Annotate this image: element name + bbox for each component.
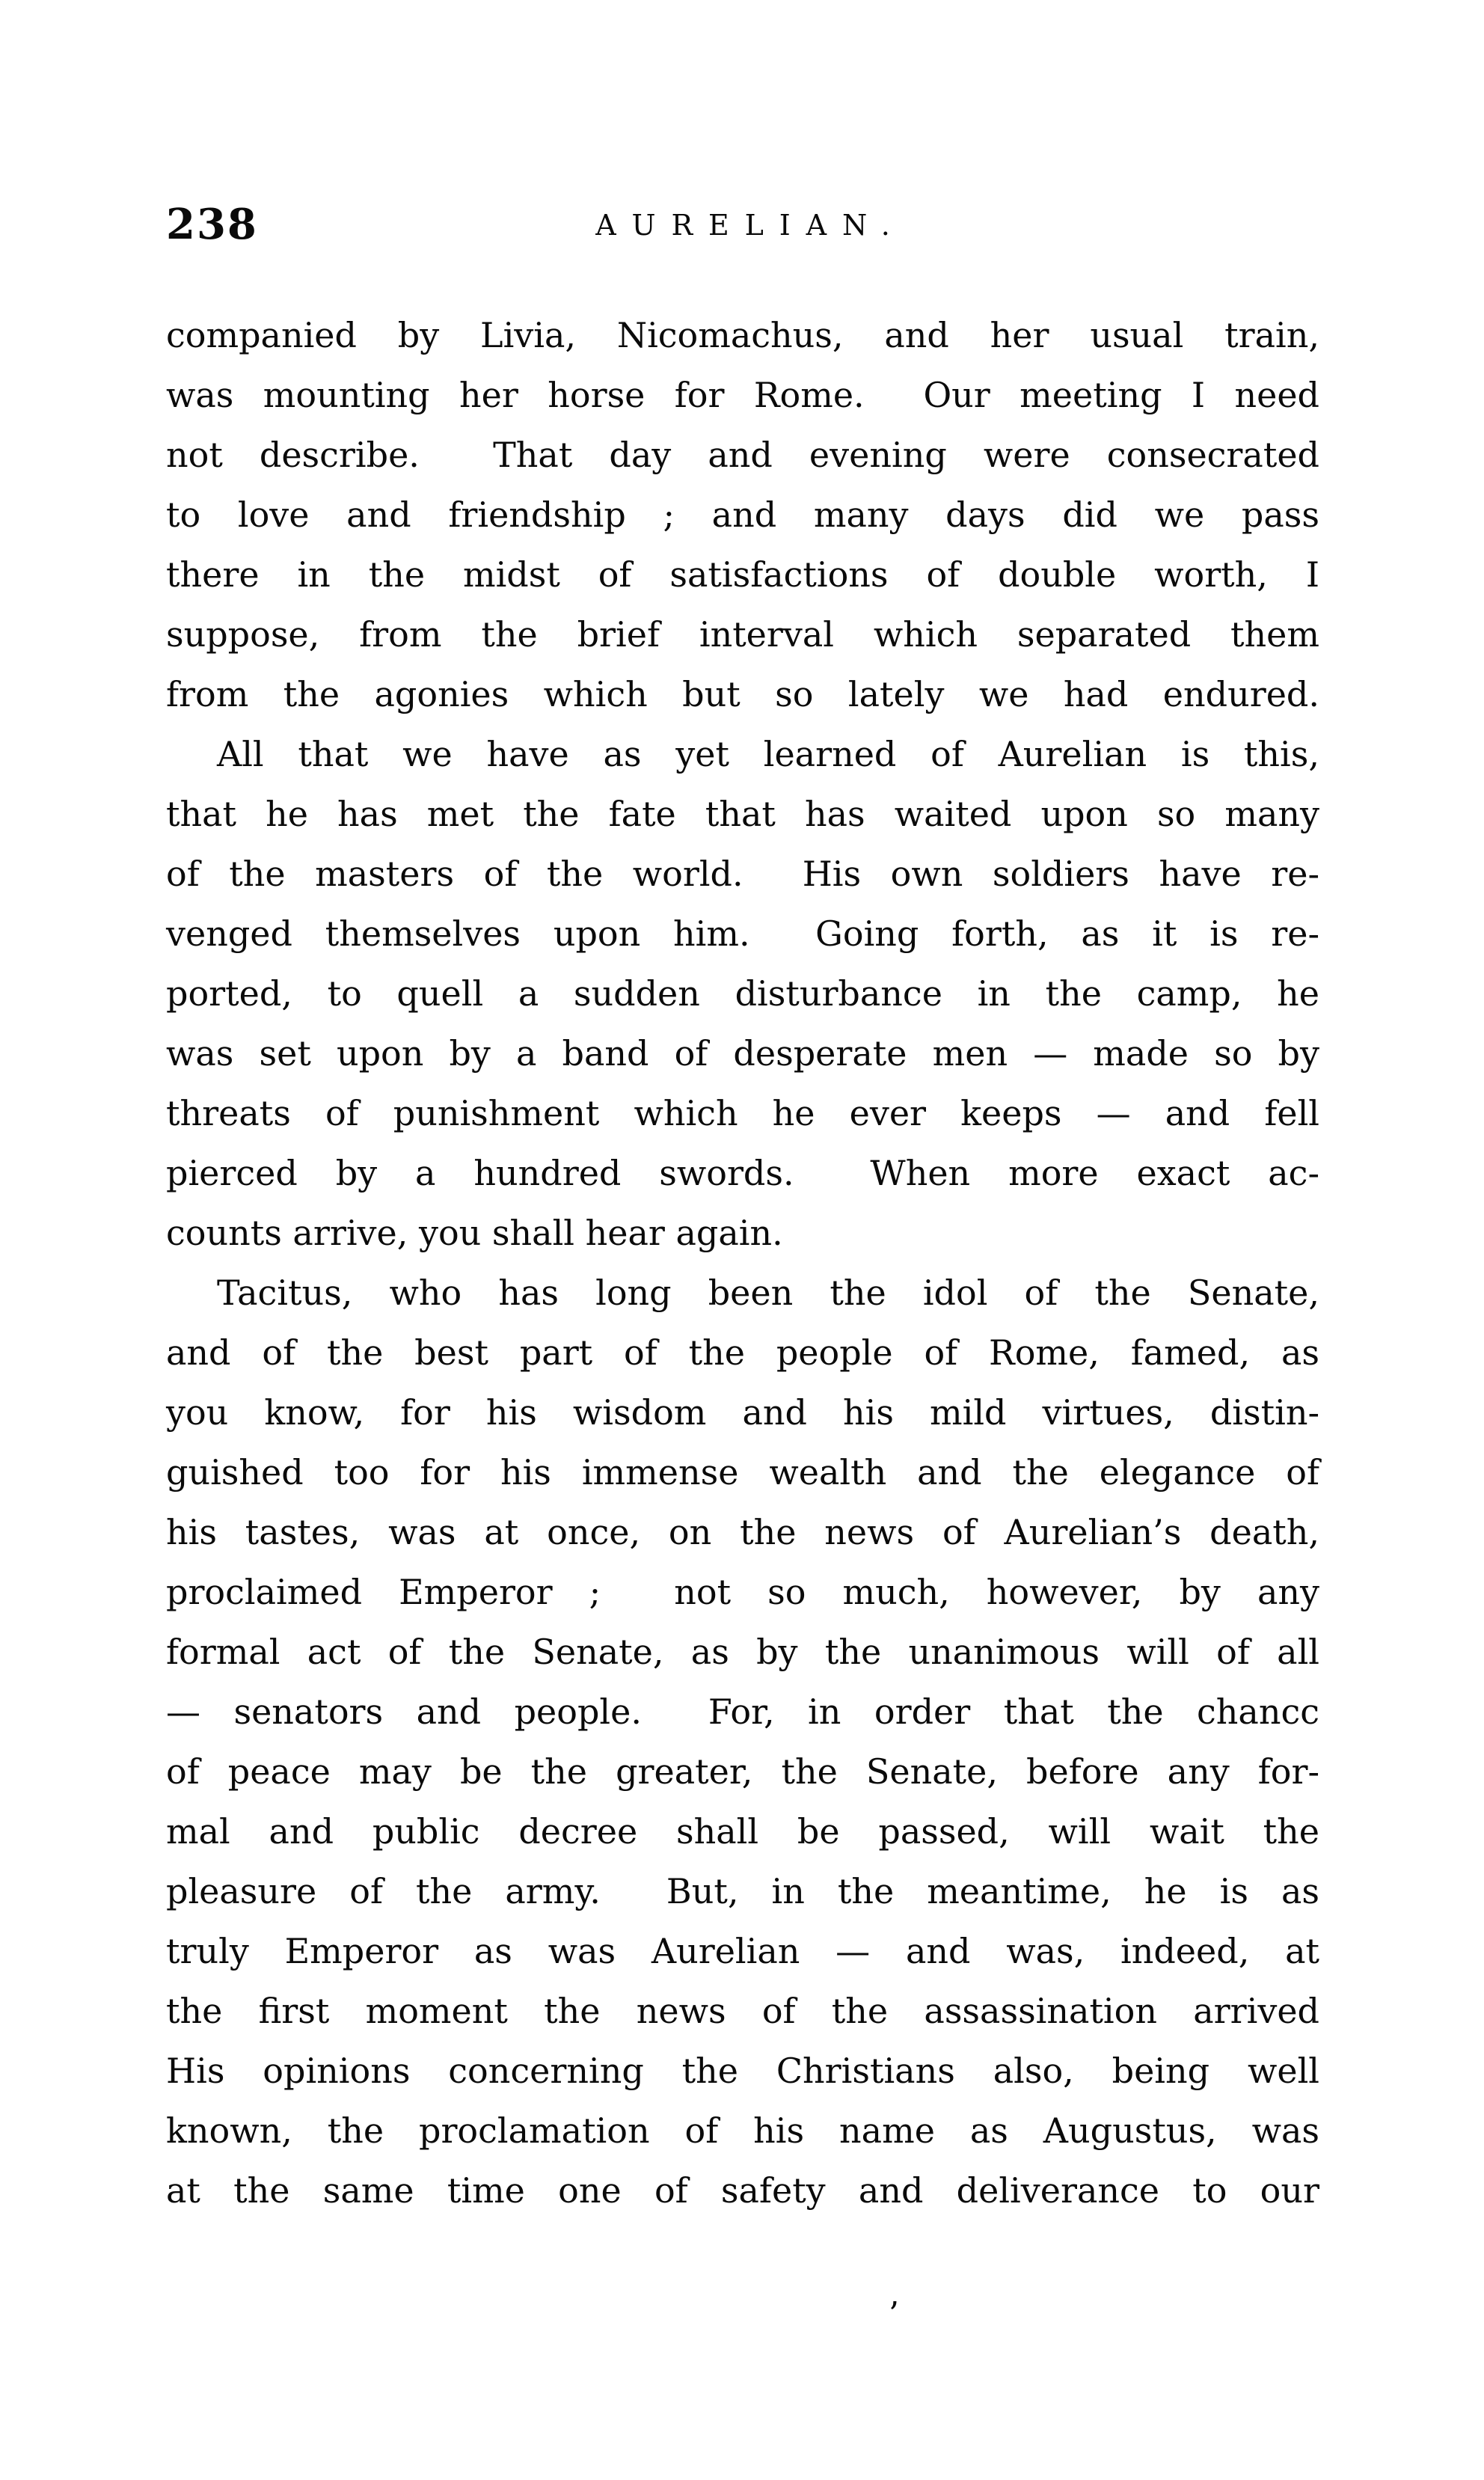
text-line: pleasure of the army. But, in the meantime, he is as [166,1871,1319,1911]
text-line: was mounting her horse for Rome. Our meeting I need [166,375,1319,415]
text-line: that he has met the fate that has waited upon so many [166,794,1319,834]
paragraph [166,724,1319,1263]
text-line: suppose, from the brief interval which separated them [166,614,1319,655]
text-line: known, the proclamation of his name as Augustus, was [166,2110,1319,2151]
text-line: counts arrive, you shall hear again. [166,1213,783,1253]
text-line: of the masters of the world. His own soldiers have re- [166,854,1319,894]
text-line: and of the best part of the people of Rome, famed, as [166,1332,1319,1373]
stray-ink-mark: ’ [889,2295,899,2333]
text-line: — senators and people. For, in order that the chancc [166,1691,1319,1732]
text-line: you know, for his wisdom and his mild virtues, distin- [166,1392,1319,1433]
text-line: pierced by a hundred swords. When more exact ac- [166,1153,1319,1193]
text-line: formal act of the Senate, as by the unanimous will of all [166,1632,1319,1672]
text-line: not describe. That day and evening were consecrated [166,435,1319,475]
text-line: companied by Livia, Nicomachus, and her usual train, [166,315,1319,355]
page-header [166,200,1319,263]
text-line: venged themselves upon him. Going forth, as it is re- [166,913,1319,954]
text-line: his tastes, was at once, on the news of Aurelian’s death, [166,1512,1319,1552]
text-line: of peace may be the greater, the Senate, before any for- [166,1751,1319,1792]
text-line: threats of punishment which he ever keeps — and fell [166,1093,1319,1133]
body-text [166,305,1319,2220]
paragraph [166,305,1319,724]
text-line: to love and friendship ; and many days did we pass [166,495,1319,535]
text-line: from the agonies which but so lately we had endured. [166,674,1319,714]
text-line: ported, to quell a sudden disturbance in the camp, he [166,973,1319,1014]
text-line: proclaimed Emperor ; not so much, however, by any [166,1572,1319,1612]
running-header-title: AURELIAN. [595,209,906,242]
text-line: His opinions concerning the Christians also, being well [166,2051,1319,2091]
text-line: the first moment the news of the assassination arrived [166,1991,1319,2031]
text-line: there in the midst of satisfactions of double worth, I [166,554,1319,595]
text-line: All that we have as yet learned of Aurelian is this, [217,734,1319,774]
text-line: mal and public decree shall be passed, will wait the [166,1811,1319,1852]
text-line: guished too for his immense wealth and the elegance of [166,1452,1319,1492]
page-number: 238 [166,200,258,249]
text-line: Tacitus, who has long been the idol of the Senate, [217,1273,1319,1313]
paragraph [166,1263,1319,2220]
text-line: was set upon by a band of desperate men — made so by [166,1033,1319,1074]
text-line: at the same time one of safety and deliverance to our [166,2170,1319,2211]
text-line: truly Emperor as was Aurelian — and was, indeed, at [166,1931,1319,1971]
